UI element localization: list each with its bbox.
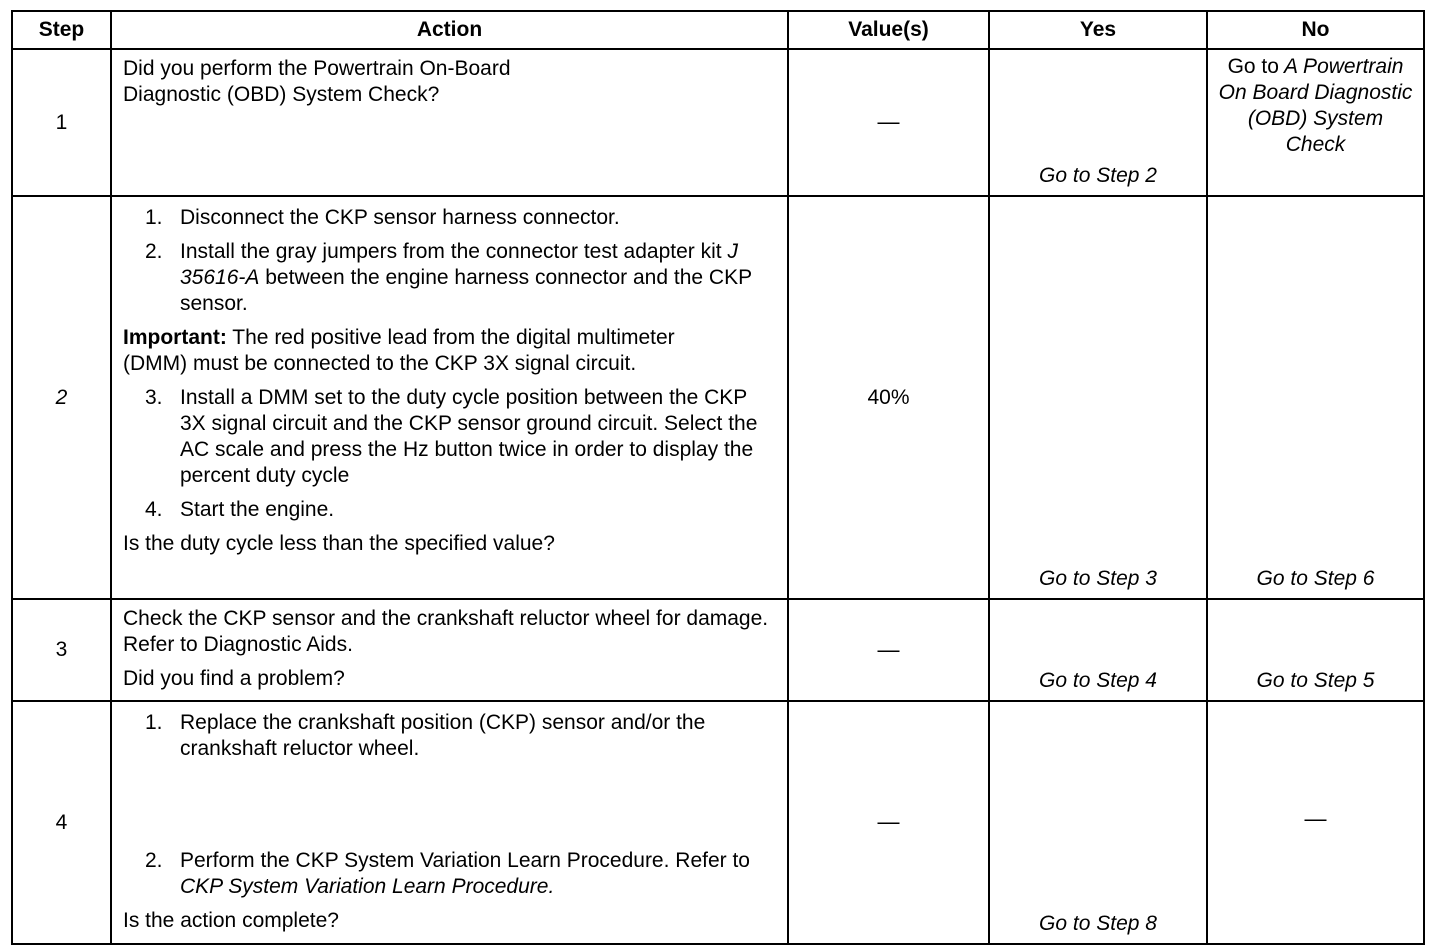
table-row <box>12 599 1424 701</box>
yes-link[interactable]: Go to Step 2 <box>1039 164 1157 187</box>
no-cell <box>1207 701 1424 944</box>
action-question: Is the duty cycle less than the specified value? <box>123 532 555 555</box>
list-number: 2. <box>145 849 163 872</box>
no-prefix: Go to <box>1227 55 1279 78</box>
list-item <box>145 385 777 489</box>
header-yes: Yes <box>989 11 1207 49</box>
list-item <box>145 710 777 762</box>
list-item <box>145 205 777 231</box>
important-note <box>123 325 683 377</box>
list-text: Start the engine. <box>180 498 335 521</box>
no-cell <box>1207 599 1424 701</box>
yes-link[interactable]: Go to Step 3 <box>1039 567 1157 590</box>
table-row <box>12 701 1424 944</box>
step-number: 3 <box>12 599 111 701</box>
list-text: Replace the crankshaft position (CKP) sensor and/or the crankshaft reluctor wheel. <box>180 711 706 760</box>
action-cell <box>111 49 788 196</box>
step-number: 4 <box>12 701 111 944</box>
value-text: 40% <box>867 385 910 409</box>
list-item <box>145 497 777 523</box>
action-cell <box>111 196 788 599</box>
list-number: 4. <box>145 498 163 521</box>
value-cell <box>788 599 989 701</box>
yes-cell <box>989 49 1207 196</box>
no-text: — <box>1304 806 1327 831</box>
step-number: 1 <box>12 49 111 196</box>
value-text: — <box>877 636 900 662</box>
list-text: Disconnect the CKP sensor harness connector. <box>180 206 620 229</box>
no-link[interactable]: Go to Step 5 <box>1256 669 1375 692</box>
no-link[interactable]: A Powertrain On Board Diagnostic (OBD) System Check <box>1218 55 1413 156</box>
list-number: 3. <box>145 386 163 409</box>
header-step: Step <box>12 11 111 49</box>
action-text: Check the CKP sensor and the crankshaft reluctor wheel for damage. Refer to Diagnostic Aids. <box>123 607 769 656</box>
no-cell <box>1207 49 1424 196</box>
header-action: Action <box>111 11 788 49</box>
list-text: Install the gray jumpers from the connector test adapter kit <box>180 240 722 263</box>
yes-link[interactable]: Go to Step 4 <box>1039 669 1157 692</box>
value-cell <box>788 49 989 196</box>
action-cell <box>111 701 788 944</box>
action-question: Is the action complete? <box>123 909 339 932</box>
list-number: 1. <box>145 711 163 734</box>
list-number: 1. <box>145 206 163 229</box>
list-item <box>145 239 777 317</box>
list-text: Install a DMM set to the duty cycle position between the CKP 3X signal circuit and the CKP sensor ground circuit. Select the AC scale and press the Hz button twice in order to display the percent duty cycle <box>180 386 758 487</box>
step-number: 2 <box>12 196 111 599</box>
value-text: — <box>877 109 900 134</box>
yes-cell <box>989 599 1207 701</box>
procedure-link[interactable]: CKP System Variation Learn Procedure. <box>180 875 555 898</box>
yes-cell <box>989 196 1207 599</box>
header-row <box>12 11 1424 49</box>
action-question: Did you find a problem? <box>123 667 345 690</box>
table-row <box>12 196 1424 599</box>
yes-link[interactable]: Go to Step 8 <box>1039 912 1157 935</box>
action-question: Did you perform the Powertrain On-Board Diagnostic (OBD) System Check? <box>123 57 511 106</box>
tool-number: J 35616-A <box>180 240 738 289</box>
header-values: Value(s) <box>788 11 989 49</box>
no-cell <box>1207 196 1424 599</box>
diagnostic-table <box>11 10 1425 945</box>
no-link[interactable]: Go to Step 6 <box>1256 567 1375 590</box>
table-row <box>12 49 1424 196</box>
list-text: between the engine harness connector and the CKP sensor. <box>180 266 752 315</box>
value-cell <box>788 701 989 944</box>
list-number: 2. <box>145 240 163 263</box>
important-text: The red positive lead from the digital multimeter (DMM) must be connected to the CKP 3X signal circuit. <box>123 326 675 375</box>
list-item <box>145 848 777 900</box>
action-cell <box>111 599 788 701</box>
yes-cell <box>989 701 1207 944</box>
header-no: No <box>1207 11 1424 49</box>
list-text: Perform the CKP System Variation Learn Procedure. Refer to <box>180 849 750 872</box>
value-text: — <box>877 809 900 834</box>
important-label: Important: <box>123 326 227 349</box>
value-cell <box>788 196 989 599</box>
